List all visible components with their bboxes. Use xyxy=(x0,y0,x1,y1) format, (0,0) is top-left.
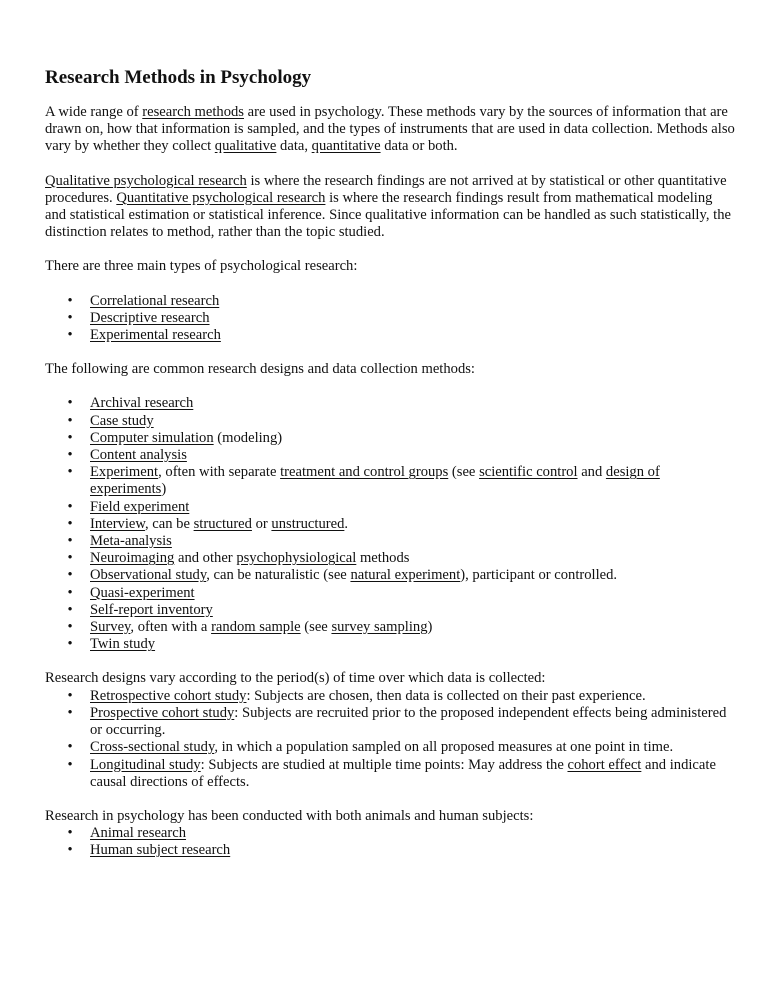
text: and other xyxy=(174,550,237,567)
bullet: • xyxy=(67,619,73,636)
bullet: • xyxy=(67,447,73,464)
intro-paragraph xyxy=(45,104,735,156)
link-field-experiment[interactable]: Field experiment xyxy=(90,498,190,515)
list-item xyxy=(45,688,735,705)
bullet: • xyxy=(67,739,73,756)
text: methods xyxy=(356,550,410,567)
text: , can be xyxy=(144,515,194,532)
bullet: • xyxy=(67,567,73,584)
link-quantitative-psych-research[interactable]: Quantitative psychological research xyxy=(116,189,326,206)
text: , in which a population sampled on all proposed measures at one point in time. xyxy=(214,739,674,756)
link-self-report-inventory[interactable]: Self-report inventory xyxy=(90,601,213,618)
text: is where the research findings are not arrived at by statistical or other quantitative procedures. xyxy=(45,172,727,206)
list-item xyxy=(45,567,735,584)
bullet: • xyxy=(67,550,73,567)
bullet: • xyxy=(67,498,73,515)
link-interview[interactable]: Interview xyxy=(90,515,145,532)
link-meta-analysis[interactable]: Meta-analysis xyxy=(90,533,172,550)
link-quantitative[interactable]: quantitative xyxy=(311,138,381,155)
list-item xyxy=(45,413,735,430)
text: (see xyxy=(448,464,480,481)
bullet: • xyxy=(67,842,73,859)
link-retrospective-cohort-study[interactable]: Retrospective cohort study xyxy=(90,687,247,704)
link-animal-research[interactable]: Animal research xyxy=(90,825,187,842)
text: data or both. xyxy=(380,138,458,155)
link-content-analysis[interactable]: Content analysis xyxy=(90,447,187,464)
bullet: • xyxy=(67,756,73,773)
link-archival-research[interactable]: Archival research xyxy=(90,395,194,412)
link-computer-simulation[interactable]: Computer simulation xyxy=(90,429,214,446)
subjects-list xyxy=(45,825,735,859)
link-cohort-effect[interactable]: cohort effect xyxy=(567,756,642,773)
list-item xyxy=(45,739,735,756)
bullet: • xyxy=(67,704,73,721)
bullet: • xyxy=(67,515,73,532)
link-treatment-control-groups[interactable]: treatment and control groups xyxy=(280,464,449,481)
text: and xyxy=(577,464,606,481)
list-item xyxy=(45,585,735,602)
text: and indicate causal directions of effects. xyxy=(90,756,716,790)
text: are used in psychology. These methods vary by the sources of information that are drawn on, how that information is sampled, and the types of instruments that are used in data collection. Methods also vary by whether they collect xyxy=(45,104,735,155)
link-descriptive-research[interactable]: Descriptive research xyxy=(90,309,210,326)
link-experimental-research[interactable]: Experimental research xyxy=(90,327,221,344)
list-item xyxy=(45,842,735,859)
methods-list xyxy=(45,395,735,653)
bullet: • xyxy=(67,825,73,842)
link-cross-sectional-study[interactable]: Cross-sectional study xyxy=(90,739,215,756)
list-item xyxy=(45,293,735,310)
text: , can be naturalistic (see xyxy=(206,567,351,584)
text: ) xyxy=(161,481,167,498)
link-natural-experiment[interactable]: natural experiment xyxy=(350,567,461,584)
list-item xyxy=(45,395,735,412)
document-page xyxy=(45,66,735,877)
bullet: • xyxy=(67,412,73,429)
text: data, xyxy=(276,138,312,155)
link-design-of-experiments[interactable]: design of experiments xyxy=(90,464,660,498)
list-item xyxy=(45,619,735,636)
list-item xyxy=(45,602,735,619)
list-item xyxy=(45,447,735,464)
text: : Subjects are chosen, then data is collected on their past experience. xyxy=(246,687,646,704)
methods-intro: The following are common research designs and data collection methods: xyxy=(45,361,475,378)
subjects-intro: Research in psychology has been conducted with both animals and human subjects: xyxy=(45,807,534,824)
link-research-methods[interactable]: research methods xyxy=(142,104,244,120)
list-item xyxy=(45,327,735,344)
link-prospective-cohort-study[interactable]: Prospective cohort study xyxy=(90,704,235,721)
bullet: • xyxy=(67,601,73,618)
link-unstructured[interactable]: unstructured xyxy=(271,515,345,532)
page-title: Research Methods in Psychology xyxy=(45,67,312,88)
text: A wide range of xyxy=(45,104,143,120)
link-scientific-control[interactable]: scientific control xyxy=(479,464,578,481)
link-survey[interactable]: Survey xyxy=(90,619,131,636)
list-item xyxy=(45,310,735,327)
text: . xyxy=(344,515,349,532)
link-survey-sampling[interactable]: survey sampling xyxy=(331,619,428,636)
text: is where the research findings result from mathematical modeling and statistical estimation or statistical inference. Since qualitative information can be handled as such statistically, the distinction relates to method, rather than the topic studied. xyxy=(45,189,731,241)
bullet: • xyxy=(67,395,73,412)
link-twin-study[interactable]: Twin study xyxy=(90,636,156,653)
link-random-sample[interactable]: random sample xyxy=(211,619,301,636)
text: ), participant or controlled. xyxy=(460,567,618,584)
list-item xyxy=(45,533,735,550)
link-human-subject-research[interactable]: Human subject research xyxy=(90,842,231,859)
text: : Subjects are recruited prior to the proposed independent effects being administered or occurring. xyxy=(90,704,727,739)
periods-intro: Research designs vary according to the period(s) of time over which data is collected: xyxy=(45,670,546,687)
bullet: • xyxy=(67,464,73,481)
bullet: • xyxy=(67,584,73,601)
link-correlational-research[interactable]: Correlational research xyxy=(90,292,220,309)
link-structured[interactable]: structured xyxy=(193,515,252,532)
text: , often with a xyxy=(130,619,212,636)
bullet: • xyxy=(67,429,73,446)
list-item xyxy=(45,464,735,498)
text: ) xyxy=(427,619,433,636)
link-observational-study[interactable]: Observational study xyxy=(90,567,207,584)
list-item xyxy=(45,636,735,653)
link-neuroimaging[interactable]: Neuroimaging xyxy=(90,550,175,567)
link-quasi-experiment[interactable]: Quasi-experiment xyxy=(90,584,195,601)
link-qualitative-psych-research[interactable]: Qualitative psychological research xyxy=(45,172,247,189)
list-item xyxy=(45,550,735,567)
list-item xyxy=(45,705,735,739)
bullet: • xyxy=(67,533,73,550)
text: (see xyxy=(300,619,332,636)
link-experiment[interactable]: Experiment xyxy=(90,464,159,481)
list-item xyxy=(45,430,735,447)
text: (modeling) xyxy=(213,429,283,446)
link-longitudinal-study[interactable]: Longitudinal study xyxy=(90,756,201,773)
periods-list xyxy=(45,688,735,791)
bullet: • xyxy=(67,636,73,653)
text: , often with separate xyxy=(158,464,281,481)
link-case-study[interactable]: Case study xyxy=(90,412,154,429)
link-qualitative[interactable]: qualitative xyxy=(214,138,277,155)
text: or xyxy=(251,515,272,532)
types-list xyxy=(45,293,735,345)
types-intro: There are three main types of psychological research: xyxy=(45,258,358,275)
bullet: • xyxy=(67,292,73,309)
qual-quant-paragraph xyxy=(45,173,735,242)
bullet: • xyxy=(67,687,73,704)
bullet: • xyxy=(67,309,73,326)
list-item xyxy=(45,757,735,791)
list-item xyxy=(45,825,735,842)
link-psychophysiological[interactable]: psychophysiological xyxy=(236,550,357,567)
bullet: • xyxy=(67,327,73,344)
text: : Subjects are studied at multiple time points: May address the xyxy=(200,756,568,773)
list-item xyxy=(45,516,735,533)
list-item xyxy=(45,499,735,516)
